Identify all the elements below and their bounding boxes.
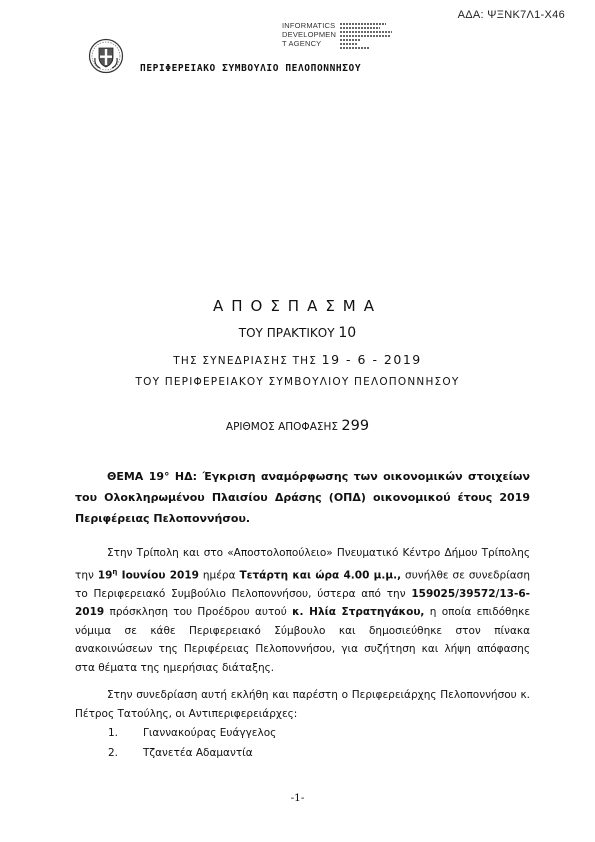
superscript: η <box>112 567 118 576</box>
list-item-name: Τζανετέα Αδαμαντία <box>143 747 253 759</box>
bold-run: 159025/39572/13-6-2019 <box>75 587 530 619</box>
page-number: -1- <box>290 792 305 804</box>
minutes-line <box>0 325 595 341</box>
text-run: η οποία επιδόθηκε νόμιμα σε κάθε Περιφερειακό Σύμβουλο και δημοσιεύθηκε στον πίνακα ανακοινώσεων της Περιφέρειας Πελοποννήσου, για συζήτηση και λήψη απόφασης στα θέματα της ημερήσιας διάταξης. <box>75 606 530 675</box>
session-paragraph <box>75 544 530 678</box>
decision-line <box>0 418 595 434</box>
bold-run: Τετάρτη και ώρα 4.00 μ.μ., <box>239 569 402 582</box>
list-item-number: 1. <box>108 727 119 739</box>
ida-logo-line: INFORMATICS <box>282 21 336 30</box>
session-line <box>0 352 595 367</box>
bold-run: Ιουνίου 2019 <box>117 569 199 582</box>
attendance-paragraph: Στην συνεδρίαση αυτή εκλήθη και παρέστη ο Περιφερειάρχης Πελοποννήσου κ. Πέτρος Τατούλης, οι Αντιπεριφερειάρχες: <box>75 689 530 720</box>
decision-number: 299 <box>341 418 370 434</box>
council-line: ΤΟΥ ΠΕΡΙΦΕΡΕΙΑΚΟΥ ΣΥΜΒΟΥΛΙΟΥ ΠΕΛΟΠΟΝΝΗΣΟΥ <box>135 376 460 388</box>
minutes-prefix: ΤΟΥ ΠΡΑΚΤΙΚΟΥ <box>238 326 339 340</box>
text-run: συνήλθε σε συνεδρίαση το Περιφερειακό Συμβούλιο Πελοποννήσου, ύστερα από την <box>75 569 530 600</box>
bold-run: 19 <box>97 569 113 582</box>
minutes-number: 10 <box>338 325 357 341</box>
list-item-number: 2. <box>108 747 119 759</box>
session-date: 19 - 6 - 2019 <box>321 352 422 367</box>
ida-logo <box>282 21 336 48</box>
session-prefix: ΤΗΣ ΣΥΝΕΔΡΙΑΣΗΣ ΤΗΣ <box>173 355 322 367</box>
list-item-name: Γιαννακούρας Ευάγγελος <box>143 727 277 739</box>
text-run: πρόσκληση του Προέδρου αυτού <box>104 606 293 619</box>
text-run: Στην Τρίπολη και στο «Αποστολοπούλειο» Πνευματικό Κέντρο Δήμου Τρίπολης την <box>75 547 530 582</box>
ida-logo-line: T AGENCY <box>282 39 322 48</box>
bold-run: κ. Ηλία Στρατηγάκου, <box>292 606 425 619</box>
ida-logo-line: DEVELOPMEN <box>282 30 337 39</box>
text-run: ημέρα <box>198 569 240 582</box>
theme-paragraph: ΘΕΜΑ 19° ΗΔ: Έγκριση αναμόρφωσης των οικονομικών στοιχείων του Ολοκληρωμένου Πλαισίου Δράσης (ΟΠΔ) οικονομικού έτους 2019 Περιφέρειας Πελοποννήσου. <box>75 470 530 525</box>
decision-prefix: ΑΡΙΘΜΟΣ ΑΠΟΦΑΣΗΣ <box>225 421 342 433</box>
council-header: ΠΕΡΙΦΕΡΕΙΑΚΟ ΣΥΜΒΟΥΛΙΟ ΠΕΛΟΠΟΝΝΗΣΟΥ <box>140 63 362 74</box>
greek-coat-of-arms-icon <box>88 38 124 74</box>
ida-logo-fineprint <box>340 22 400 51</box>
ada-stamp: ΑΔΑ: ΨΞΝΚ7Λ1-Χ46 <box>457 9 565 21</box>
document-heading: ΑΠΟΣΠΑΣΜΑ <box>212 297 383 315</box>
